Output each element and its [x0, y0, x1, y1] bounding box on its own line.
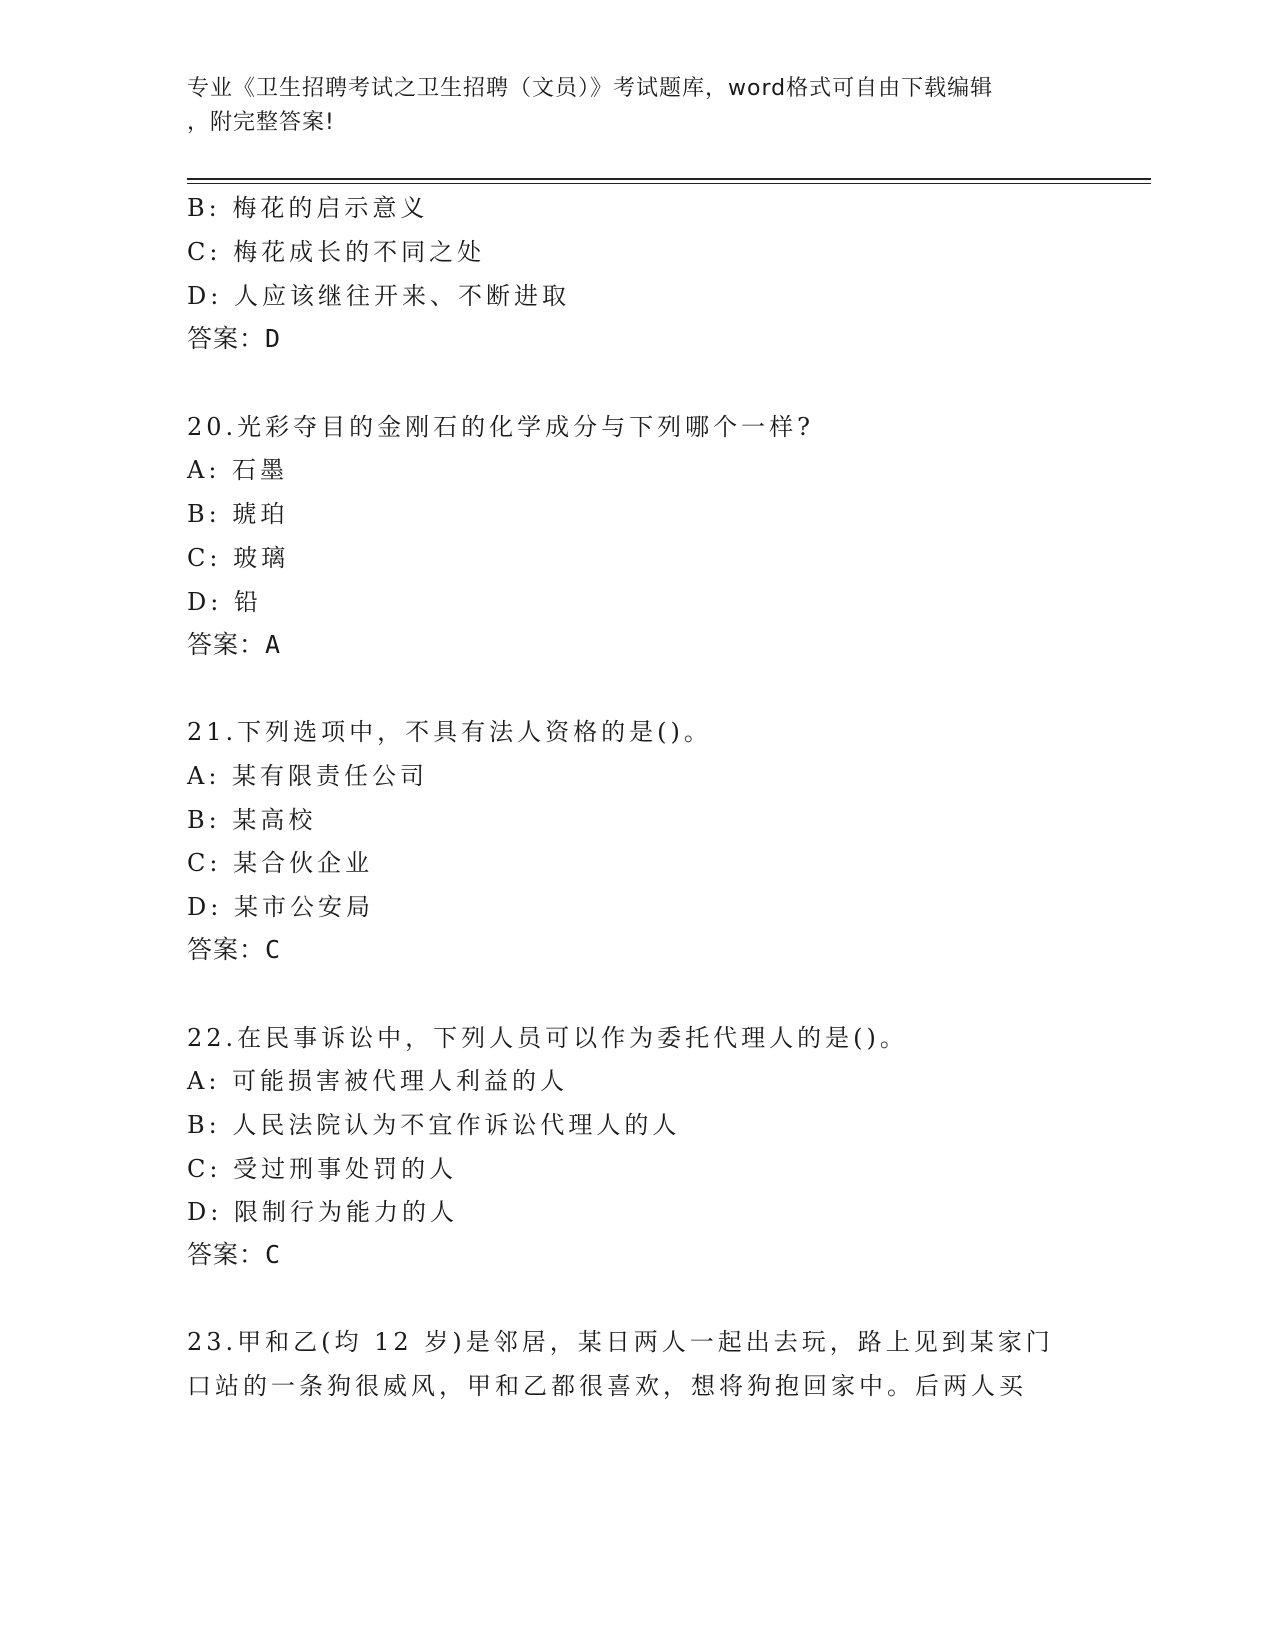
q21-answer [187, 930, 281, 966]
q20-option-c: C: 玻璃 [187, 544, 290, 572]
q20-answer [187, 625, 281, 661]
q20-option-d: D: 铅 [187, 588, 262, 616]
q22-answer [187, 1235, 281, 1271]
q20-option-a: A: 石墨 [187, 456, 289, 484]
q21-option-a: A: 某有限责任公司 [187, 762, 429, 790]
q23-question-line-2: 口站的一条狗很威风，甲和乙都很喜欢，想将狗抱回家中。后两人买 [187, 1372, 1027, 1400]
header-divider-thin [187, 183, 1151, 184]
answer-value: C [265, 1240, 282, 1269]
answer-label: 答案： [187, 1240, 266, 1269]
q19-answer [187, 319, 281, 355]
q20-option-b: B: 琥珀 [187, 500, 289, 528]
header-line-2: ，附完整答案! [187, 110, 335, 135]
q19-option-d: D: 人应该继往开来、不断进取 [187, 282, 570, 310]
document-header [187, 72, 1087, 140]
q22-option-c: C: 受过刑事处罚的人 [187, 1155, 458, 1183]
answer-value: A [265, 630, 282, 659]
q23-question-line-1: 23.甲和乙(均 12 岁)是邻居，某日两人一起出去玩，路上见到某家门 [187, 1328, 1054, 1356]
q21-option-d: D: 某市公安局 [187, 893, 374, 921]
answer-value: D [265, 324, 282, 353]
header-divider-thick [187, 178, 1151, 180]
header-line-1: 专业《卫生招聘考试之卫生招聘（文员）》考试题库，word格式可自由下载编辑 [187, 76, 994, 101]
q22-option-a: A: 可能损害被代理人利益的人 [187, 1067, 569, 1095]
answer-label: 答案： [187, 935, 266, 964]
answer-value: C [265, 935, 282, 964]
q19-option-b: B: 梅花的启示意义 [187, 194, 429, 222]
answer-label: 答案： [187, 324, 266, 353]
q20-question: 20.光彩夺目的金刚石的化学成分与下列哪个一样? [187, 413, 815, 441]
q21-question: 21.下列选项中，不具有法人资格的是()。 [187, 718, 712, 746]
q22-question: 22.在民事诉讼中，下列人员可以作为委托代理人的是()。 [187, 1024, 908, 1052]
q22-option-b: B: 人民法院认为不宜作诉讼代理人的人 [187, 1111, 681, 1139]
q22-option-d: D: 限制行为能力的人 [187, 1198, 458, 1226]
q21-option-b: B: 某高校 [187, 806, 317, 834]
answer-label: 答案： [187, 630, 266, 659]
q19-option-c: C: 梅花成长的不同之处 [187, 238, 486, 266]
q21-option-c: C: 某合伙企业 [187, 849, 374, 877]
